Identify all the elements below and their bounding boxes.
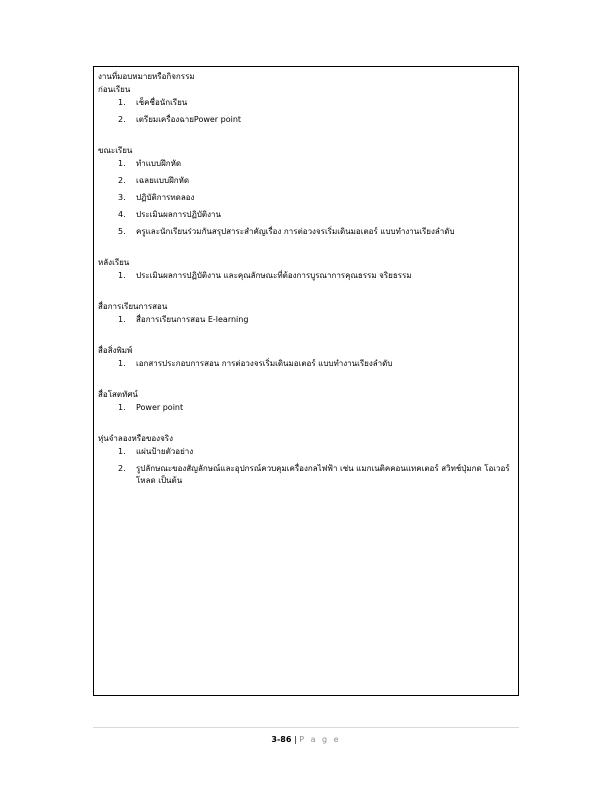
- item-text: เช็คชื่อนักเรียน: [136, 98, 188, 107]
- item-number: 1.: [118, 403, 126, 412]
- item-number: 1.: [118, 447, 126, 456]
- item-text: เอกสารประกอบการสอน การต่อวงจรเริ่มเดินมอเตอร์ แบบทำงานเรียงลำดับ: [136, 359, 393, 368]
- print-heading: สื่อสิ่งพิมพ์: [98, 346, 133, 355]
- list-item: [98, 402, 518, 414]
- item-number: 5.: [118, 227, 126, 236]
- page-label: P a g e: [299, 735, 341, 744]
- item-text: เตรียมเครื่องฉายPower point: [136, 115, 242, 124]
- assignment-heading: งานที่มอบหมายหรือกิจกรรม: [98, 72, 195, 81]
- item-text: แผ่นป้ายตัวอย่าง: [136, 447, 194, 456]
- item-number: 2.: [118, 176, 126, 185]
- after-heading: หลังเรียน: [98, 258, 130, 267]
- page-footer: [0, 734, 612, 746]
- footer-divider: [93, 727, 519, 728]
- spacer: [98, 331, 518, 345]
- item-number: 4.: [118, 210, 126, 219]
- item-text: ครูและนักเรียนร่วมกันสรุปสาระสำคัญเรื่อง การต่อวงจรเริ่มเดินมอเตอร์ แบบทำงานเรียงลำดับ: [136, 227, 455, 236]
- during-heading: ขณะเรียน: [98, 146, 133, 155]
- item-number: 1.: [118, 159, 126, 168]
- footer-separator: |: [293, 735, 297, 744]
- item-text: ประเมินผลการปฏิบัติงาน และคุณลักษณะที่ต้องการบูรณาการคุณธรรม จริยธรรม: [136, 271, 412, 280]
- item-number: 1.: [118, 271, 126, 280]
- page-number: 3-86: [271, 735, 292, 744]
- list-item: [98, 270, 518, 282]
- item-number: 3.: [118, 193, 126, 202]
- media-heading: สื่อการเรียนการสอน: [98, 302, 168, 311]
- audio-visual-heading: สื่อโสตทัศน์: [98, 390, 138, 399]
- list-item: [98, 97, 518, 109]
- list-item: [98, 158, 518, 170]
- list-item: [98, 209, 518, 221]
- spacer: [98, 287, 518, 301]
- spacer: [98, 131, 518, 145]
- list-item: [98, 463, 518, 487]
- item-text: ปฏิบัติการทดลอง: [136, 193, 195, 202]
- item-text: สื่อการเรียนการสอน E-learning: [136, 315, 249, 324]
- item-number: 1.: [118, 98, 126, 107]
- item-number: 1.: [118, 359, 126, 368]
- list-item: [98, 114, 518, 126]
- item-text: รูปลักษณะของสัญลักษณ์และอุปกรณ์ควบคุมเครื่องกลไฟฟ้า เช่น แมกเนติคคอนแทคเตอร์ สวิทช์ปุ่มกด โอเวอร์โหลด เป็นต้น: [136, 464, 510, 485]
- list-item: [98, 226, 518, 238]
- spacer: [98, 375, 518, 389]
- item-text: ประเมินผลการปฏิบัติงาน: [136, 210, 221, 219]
- list-item: [98, 175, 518, 187]
- item-number: 2.: [118, 115, 126, 124]
- spacer: [98, 419, 518, 433]
- lesson-plan-box: [93, 66, 519, 696]
- list-item: [98, 314, 518, 326]
- item-text: เฉลยแบบฝึกหัด: [136, 176, 190, 185]
- item-text: ทำแบบฝึกหัด: [136, 159, 182, 168]
- list-item: [98, 358, 518, 370]
- models-heading: หุ่นจำลองหรือของจริง: [98, 434, 173, 443]
- item-text: Power point: [136, 403, 184, 412]
- item-number: 2.: [118, 464, 126, 473]
- item-number: 1.: [118, 315, 126, 324]
- list-item: [98, 192, 518, 204]
- before-heading: ก่อนเรียน: [98, 85, 131, 94]
- list-item: [98, 446, 518, 458]
- spacer: [98, 243, 518, 257]
